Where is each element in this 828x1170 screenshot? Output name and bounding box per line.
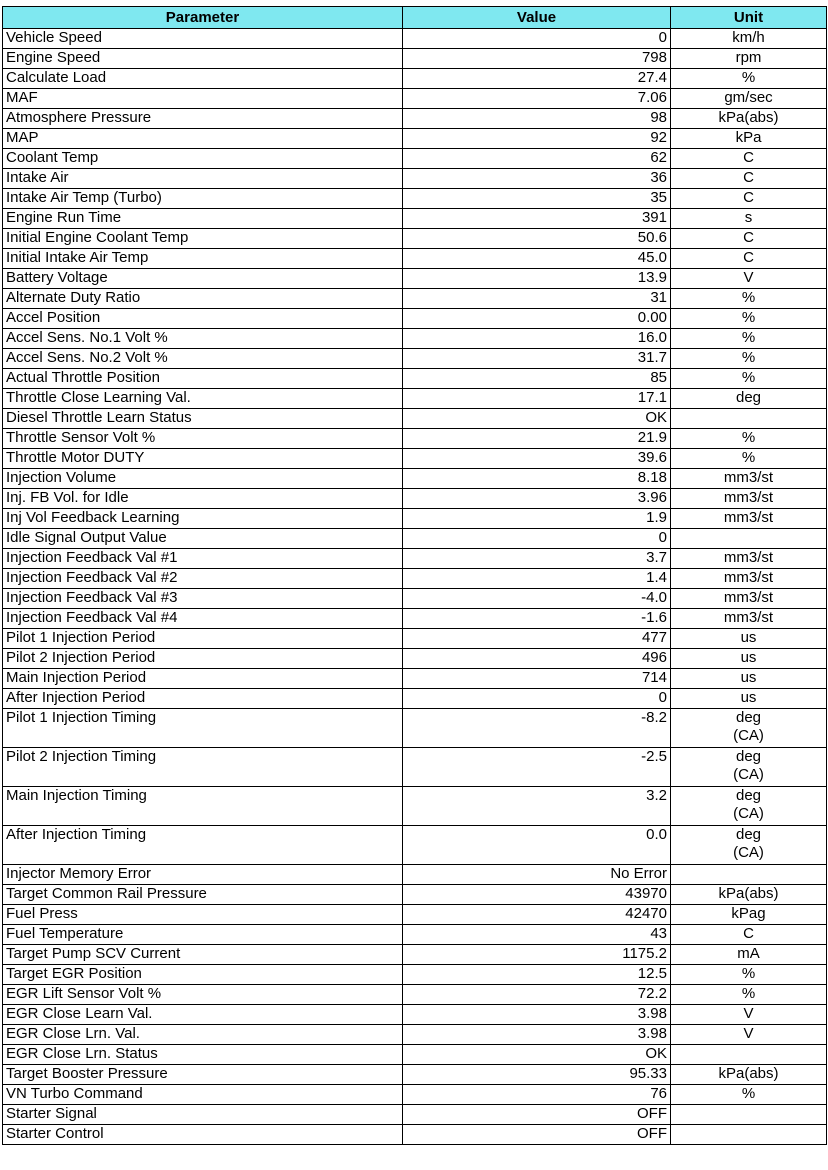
- parameter-name: Initial Intake Air Temp: [3, 249, 403, 269]
- parameter-unit: gm/sec: [671, 89, 827, 109]
- parameter-name: VN Turbo Command: [3, 1085, 403, 1105]
- table-row[interactable]: [3, 109, 827, 129]
- parameter-name: Throttle Motor DUTY: [3, 449, 403, 469]
- table-row[interactable]: [3, 1065, 827, 1085]
- parameter-name: Inj Vol Feedback Learning: [3, 509, 403, 529]
- parameter-unit: C: [671, 229, 827, 249]
- table-row[interactable]: [3, 269, 827, 289]
- parameter-name: Fuel Press: [3, 905, 403, 925]
- parameter-value: 98: [403, 109, 671, 129]
- parameter-name: Main Injection Timing: [3, 787, 403, 826]
- parameter-value: 3.7: [403, 549, 671, 569]
- parameter-value: 31: [403, 289, 671, 309]
- parameter-value: 50.6: [403, 229, 671, 249]
- parameter-unit: mm3/st: [671, 609, 827, 629]
- table-row[interactable]: [3, 49, 827, 69]
- parameter-name: EGR Close Learn Val.: [3, 1005, 403, 1025]
- table-row[interactable]: [3, 1005, 827, 1025]
- table-row[interactable]: [3, 29, 827, 49]
- table-row[interactable]: [3, 1025, 827, 1045]
- parameter-value: -1.6: [403, 609, 671, 629]
- table-row[interactable]: [3, 709, 827, 748]
- parameter-value: 798: [403, 49, 671, 69]
- table-header-row: [3, 7, 827, 29]
- parameter-value: 12.5: [403, 965, 671, 985]
- table-row[interactable]: [3, 787, 827, 826]
- parameter-value: 43970: [403, 885, 671, 905]
- table-row[interactable]: [3, 865, 827, 885]
- parameter-name: EGR Close Lrn. Val.: [3, 1025, 403, 1045]
- table-row[interactable]: [3, 349, 827, 369]
- parameter-name: Injection Volume: [3, 469, 403, 489]
- table-row[interactable]: [3, 249, 827, 269]
- parameter-unit: C: [671, 169, 827, 189]
- parameter-value: OFF: [403, 1105, 671, 1125]
- parameter-value: 43: [403, 925, 671, 945]
- table-row[interactable]: [3, 569, 827, 589]
- table-row[interactable]: [3, 429, 827, 449]
- parameter-value: 76: [403, 1085, 671, 1105]
- table-row[interactable]: [3, 689, 827, 709]
- parameter-table: [2, 6, 827, 1145]
- parameter-name: Vehicle Speed: [3, 29, 403, 49]
- parameter-name: Injector Memory Error: [3, 865, 403, 885]
- table-row[interactable]: [3, 925, 827, 945]
- parameter-value: 35: [403, 189, 671, 209]
- table-row[interactable]: [3, 1045, 827, 1065]
- parameter-value: 21.9: [403, 429, 671, 449]
- table-row[interactable]: [3, 1085, 827, 1105]
- parameter-unit: us: [671, 629, 827, 649]
- parameter-value: 13.9: [403, 269, 671, 289]
- table-row[interactable]: [3, 1105, 827, 1125]
- parameter-unit: km/h: [671, 29, 827, 49]
- parameter-name: Target Booster Pressure: [3, 1065, 403, 1085]
- table-row[interactable]: [3, 885, 827, 905]
- parameter-unit: us: [671, 669, 827, 689]
- parameter-name: Atmosphere Pressure: [3, 109, 403, 129]
- parameter-value: 0: [403, 689, 671, 709]
- parameter-unit: deg (CA): [671, 748, 827, 787]
- parameter-unit: deg (CA): [671, 826, 827, 865]
- parameter-name: Fuel Temperature: [3, 925, 403, 945]
- parameter-unit: [671, 409, 827, 429]
- parameter-unit: kPa(abs): [671, 885, 827, 905]
- parameter-name: Calculate Load: [3, 69, 403, 89]
- parameter-value: 1175.2: [403, 945, 671, 965]
- parameter-unit: mm3/st: [671, 549, 827, 569]
- parameter-value: OK: [403, 1045, 671, 1065]
- parameter-value: 8.18: [403, 469, 671, 489]
- parameter-unit: mm3/st: [671, 589, 827, 609]
- table-row[interactable]: [3, 965, 827, 985]
- parameter-name: Engine Run Time: [3, 209, 403, 229]
- table-row[interactable]: [3, 289, 827, 309]
- parameter-name: Battery Voltage: [3, 269, 403, 289]
- table-row[interactable]: [3, 369, 827, 389]
- table-body: [3, 29, 827, 1145]
- parameter-name: Coolant Temp: [3, 149, 403, 169]
- parameter-name: Pilot 1 Injection Period: [3, 629, 403, 649]
- parameter-unit: V: [671, 1025, 827, 1045]
- parameter-unit: %: [671, 1085, 827, 1105]
- table-row[interactable]: [3, 985, 827, 1005]
- parameter-name: Throttle Sensor Volt %: [3, 429, 403, 449]
- table-row[interactable]: [3, 69, 827, 89]
- parameter-value: -2.5: [403, 748, 671, 787]
- parameter-unit: %: [671, 289, 827, 309]
- parameter-name: Injection Feedback Val #3: [3, 589, 403, 609]
- parameter-unit: mA: [671, 945, 827, 965]
- parameter-name: Main Injection Period: [3, 669, 403, 689]
- table-row[interactable]: [3, 826, 827, 865]
- parameter-value: No Error: [403, 865, 671, 885]
- table-row[interactable]: [3, 549, 827, 569]
- parameter-unit: C: [671, 925, 827, 945]
- parameter-name: Accel Sens. No.2 Volt %: [3, 349, 403, 369]
- parameter-unit: [671, 529, 827, 549]
- parameter-name: Target Pump SCV Current: [3, 945, 403, 965]
- parameter-value: 45.0: [403, 249, 671, 269]
- table-row[interactable]: [3, 945, 827, 965]
- parameter-value: 85: [403, 369, 671, 389]
- parameter-name: Injection Feedback Val #4: [3, 609, 403, 629]
- parameter-unit: kPa(abs): [671, 109, 827, 129]
- table-row[interactable]: [3, 149, 827, 169]
- table-row[interactable]: [3, 589, 827, 609]
- parameter-name: Starter Signal: [3, 1105, 403, 1125]
- parameter-unit: %: [671, 69, 827, 89]
- parameter-value: 72.2: [403, 985, 671, 1005]
- parameter-value: 92: [403, 129, 671, 149]
- parameter-unit: s: [671, 209, 827, 229]
- parameter-unit: %: [671, 429, 827, 449]
- parameter-unit: %: [671, 349, 827, 369]
- parameter-value: 39.6: [403, 449, 671, 469]
- parameter-value: 27.4: [403, 69, 671, 89]
- table-row[interactable]: [3, 1125, 827, 1145]
- parameter-unit: mm3/st: [671, 469, 827, 489]
- parameter-value: 496: [403, 649, 671, 669]
- parameter-value: 7.06: [403, 89, 671, 109]
- parameter-unit: deg (CA): [671, 787, 827, 826]
- parameter-name: Diesel Throttle Learn Status: [3, 409, 403, 429]
- parameter-name: Pilot 2 Injection Timing: [3, 748, 403, 787]
- parameter-value: 714: [403, 669, 671, 689]
- table-row[interactable]: [3, 449, 827, 469]
- parameter-name: Pilot 1 Injection Timing: [3, 709, 403, 748]
- table-row[interactable]: [3, 629, 827, 649]
- parameter-unit: us: [671, 689, 827, 709]
- parameter-unit: mm3/st: [671, 509, 827, 529]
- parameter-unit: us: [671, 649, 827, 669]
- column-header-unit[interactable]: Unit: [671, 7, 827, 29]
- parameter-unit: C: [671, 189, 827, 209]
- parameter-unit: kPag: [671, 905, 827, 925]
- parameter-name: Injection Feedback Val #2: [3, 569, 403, 589]
- parameter-name: Idle Signal Output Value: [3, 529, 403, 549]
- parameter-value: -4.0: [403, 589, 671, 609]
- parameter-name: Alternate Duty Ratio: [3, 289, 403, 309]
- table-row[interactable]: [3, 509, 827, 529]
- table-row[interactable]: [3, 89, 827, 109]
- parameter-value: 0: [403, 529, 671, 549]
- parameter-value: 3.96: [403, 489, 671, 509]
- parameter-unit: %: [671, 309, 827, 329]
- table-row[interactable]: [3, 129, 827, 149]
- parameter-value: OK: [403, 409, 671, 429]
- parameter-name: MAP: [3, 129, 403, 149]
- parameter-value: 31.7: [403, 349, 671, 369]
- table-row[interactable]: [3, 189, 827, 209]
- parameter-unit: deg (CA): [671, 709, 827, 748]
- parameter-unit: %: [671, 329, 827, 349]
- parameter-value: 391: [403, 209, 671, 229]
- parameter-name: Initial Engine Coolant Temp: [3, 229, 403, 249]
- parameter-value: 0.00: [403, 309, 671, 329]
- parameter-name: Actual Throttle Position: [3, 369, 403, 389]
- parameter-name: EGR Close Lrn. Status: [3, 1045, 403, 1065]
- parameter-name: After Injection Timing: [3, 826, 403, 865]
- parameter-value: 0.0: [403, 826, 671, 865]
- parameter-unit: V: [671, 269, 827, 289]
- parameter-name: Target EGR Position: [3, 965, 403, 985]
- table-row[interactable]: [3, 649, 827, 669]
- parameter-name: Accel Sens. No.1 Volt %: [3, 329, 403, 349]
- table-row[interactable]: [3, 669, 827, 689]
- table-row[interactable]: [3, 169, 827, 189]
- column-header-parameter[interactable]: Parameter: [3, 7, 403, 29]
- table-row[interactable]: [3, 209, 827, 229]
- parameter-unit: mm3/st: [671, 569, 827, 589]
- parameter-unit: mm3/st: [671, 489, 827, 509]
- column-header-value[interactable]: Value: [403, 7, 671, 29]
- parameter-value: 477: [403, 629, 671, 649]
- parameter-unit: %: [671, 449, 827, 469]
- parameter-name: Engine Speed: [3, 49, 403, 69]
- parameter-name: Throttle Close Learning Val.: [3, 389, 403, 409]
- table-row[interactable]: [3, 748, 827, 787]
- table-row[interactable]: [3, 469, 827, 489]
- parameter-value: 95.33: [403, 1065, 671, 1085]
- parameter-unit: [671, 865, 827, 885]
- parameter-name: Pilot 2 Injection Period: [3, 649, 403, 669]
- parameter-unit: deg: [671, 389, 827, 409]
- table-row[interactable]: [3, 409, 827, 429]
- parameter-name: After Injection Period: [3, 689, 403, 709]
- parameter-value: 3.2: [403, 787, 671, 826]
- parameter-unit: kPa(abs): [671, 1065, 827, 1085]
- parameter-unit: [671, 1045, 827, 1065]
- parameter-name: MAF: [3, 89, 403, 109]
- parameter-value: 42470: [403, 905, 671, 925]
- table-row[interactable]: [3, 529, 827, 549]
- parameter-value: 62: [403, 149, 671, 169]
- parameter-value: 1.4: [403, 569, 671, 589]
- table-row[interactable]: [3, 609, 827, 629]
- parameter-unit: kPa: [671, 129, 827, 149]
- parameter-value: 0: [403, 29, 671, 49]
- parameter-value: 17.1: [403, 389, 671, 409]
- parameter-value: 3.98: [403, 1025, 671, 1045]
- parameter-unit: V: [671, 1005, 827, 1025]
- parameter-unit: %: [671, 985, 827, 1005]
- table-row[interactable]: [3, 905, 827, 925]
- parameter-value: 3.98: [403, 1005, 671, 1025]
- parameter-value: -8.2: [403, 709, 671, 748]
- parameter-unit: rpm: [671, 49, 827, 69]
- parameter-name: Target Common Rail Pressure: [3, 885, 403, 905]
- table-row[interactable]: [3, 309, 827, 329]
- parameter-name: EGR Lift Sensor Volt %: [3, 985, 403, 1005]
- parameter-unit: %: [671, 965, 827, 985]
- parameter-name: Inj. FB Vol. for Idle: [3, 489, 403, 509]
- parameter-unit: [671, 1105, 827, 1125]
- parameter-unit: C: [671, 249, 827, 269]
- parameter-unit: %: [671, 369, 827, 389]
- table-row[interactable]: [3, 329, 827, 349]
- table-row[interactable]: [3, 389, 827, 409]
- parameter-name: Accel Position: [3, 309, 403, 329]
- table-row[interactable]: [3, 229, 827, 249]
- parameter-name: Intake Air Temp (Turbo): [3, 189, 403, 209]
- parameter-value: 1.9: [403, 509, 671, 529]
- parameter-name: Starter Control: [3, 1125, 403, 1145]
- parameter-unit: C: [671, 149, 827, 169]
- parameter-value: 36: [403, 169, 671, 189]
- parameter-value: 16.0: [403, 329, 671, 349]
- parameter-unit: [671, 1125, 827, 1145]
- parameter-value: OFF: [403, 1125, 671, 1145]
- parameter-name: Intake Air: [3, 169, 403, 189]
- table-header: [3, 7, 827, 29]
- table-row[interactable]: [3, 489, 827, 509]
- parameter-name: Injection Feedback Val #1: [3, 549, 403, 569]
